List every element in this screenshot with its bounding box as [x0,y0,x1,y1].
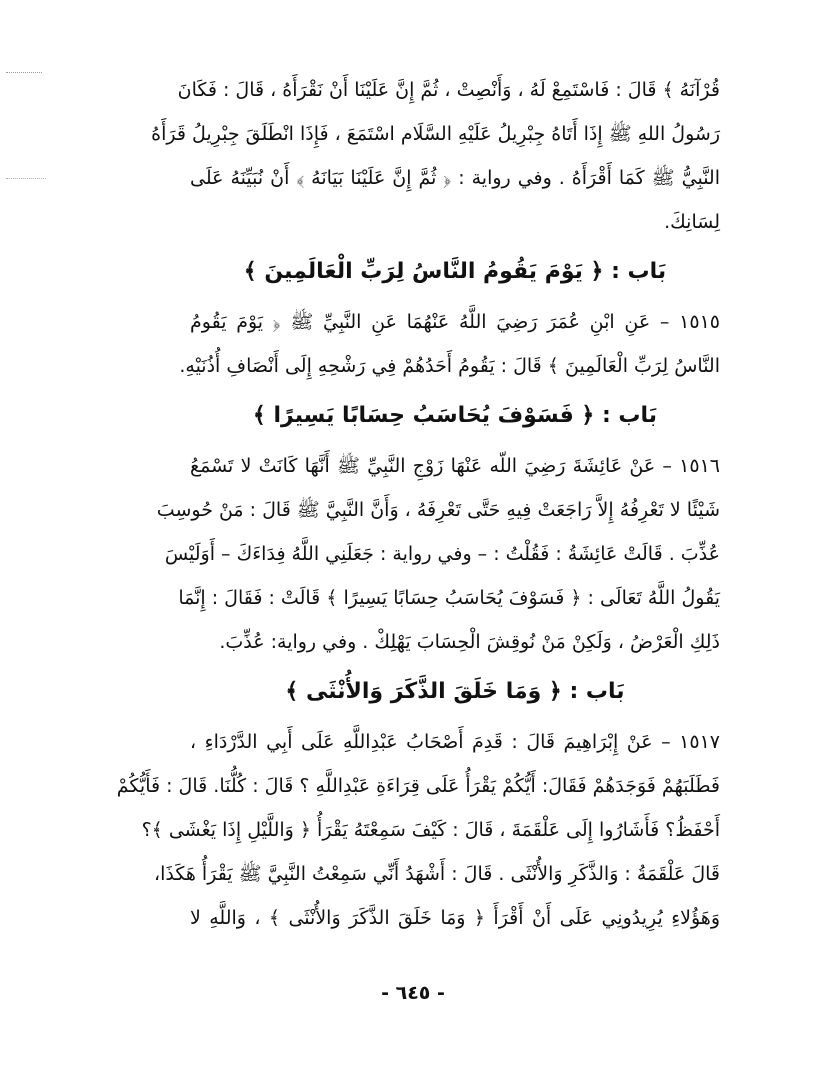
text-line: يَقُولُ اللَّهُ تَعَالَى : ﴿ فَسَوْفَ يُحَاسَبُ حِسَابًا يَسِيرًا ﴾ قَالَتْ : فَقَالَ : إِنَّمَا [178,587,720,609]
text-line: ١٥١٦ – عَنْ عَائِشَةَ رَضِيَ اللّه عَنْهَا زَوْجِ النَّبِيِّ ﷺ أَنَّهَا كَانَتْ لا تَسْمَعُ [190,455,720,477]
text-line: ذَلِكِ الْعَرْضُ ، وَلَكِنْ مَنْ نُوقِشَ الْحِسَابَ يَهْلِكْ . وفي رواية: عُذِّبَ. [219,631,720,653]
text-line: النَّبِيُّ ﷺ كَمَا أَقْرَأَهُ . وفي رواية : ﴿ ثُمَّ إِنَّ عَلَيْنَا بَيَانَهُ ﴾ أَنْ نُبَيِّنَهُ عَلَى [190,167,720,189]
text-line: النَّاسُ لِرَبِّ الْعَالَمِينَ ﴾ قَالَ : يَقُومُ أَحَدُهُمْ فِي رَشْحِهِ إِلَى أَنْصَافِ أُذُنَيْهِ. [179,355,720,377]
text-line: وَهَؤُلاءِ يُرِيدُونِي عَلَى أَنْ أَقْرَأَ ﴿ وَمَا خَلَقَ الذَّكَرَ وَالأُنْثَى ﴾ ، وَاللَّهِ لا [190,907,720,929]
text-line: رَسُولُ اللهِ ﷺ إِذَا أَتَاهُ جِبْرِيلُ عَلَيْهِ السَّلَام اسْتَمَعَ ، فَإِذَا انْطَلَقَ جِبْرِيلُ قَرَأَهُ [151,123,720,145]
hadith-1517 [116,720,720,940]
continuation-paragraph [151,68,720,244]
text-line: قُرْآنَهُ ﴾ قَالَ : فَاسْتَمِعْ لَهُ ، وَأَنْصِتْ ، ثُمَّ إِنَّ عَلَيْنَا أَنْ نَقْرَأَهُ ، قَالَ : فَكَانَ [177,79,720,101]
text-line: ١٥١٧ – عَنْ إِبْرَاهِيمَ قَالَ : قَدِمَ أَصْحَابُ عَبْدِاللَّهِ عَلَى أَبِي الدَّرْدَاءِ ، [190,731,720,753]
text-line: شَيْئًا لا تَعْرِفُهُ إِلاَّ رَاجَعَتْ فِيهِ حَتَّى تَعْرِفَهُ ، وَأَنَّ النَّبِيَّ ﷺ قَالَ : مَنْ حُوسِبَ [156,499,720,521]
page-number: - ٦٤٥ - [381,982,445,1004]
left-margin-scan-mark [6,72,42,76]
text-line: عُذِّبَ . قَالَتْ عَائِشَةُ : فَقُلْتُ : – وفي رواية : جَعَلَنِي اللَّهُ فِدَاءَكَ – أَوَلَيْسَ [164,543,720,565]
hadith-1515 [179,300,720,388]
chapter-heading: بَاب : ﴿ فَسَوْفَ يُحَاسَبُ حِسَابًا يَسِيرًا ﴾ [252,403,658,428]
text-line: لِسَانِكَ. [664,211,720,233]
chapter-heading: بَاب : ﴿ وَمَا خَلَقَ الذَّكَرَ وَالأُنْثَى ﴾ [285,679,625,704]
page-body [116,68,720,940]
left-margin-scan-mark [6,178,46,182]
text-line: قَالَ عَلْقَمَةُ : وَالذَّكَرِ وَالأُنْثَى . قَالَ : أَشْهَدُ أَنِّي سَمِعْتُ النَّبِيَّ ﷺ يَقْرَأُ هَكَذَا، [154,863,720,885]
text-line: أَحْفَظُ؟ فَأَشَارُوا إِلَى عَلْقَمَةَ ، قَالَ : كَيْفَ سَمِعْتَهُ يَقْرَأُ ﴿ وَاللَّيْلِ إِذَا يَغْشَى ﴾؟ [141,819,720,841]
text-line: فَطَلَبَهُمْ فَوَجَدَهُمْ فَقَالَ: أَيُّكُمْ يَقْرَأُ عَلَى قِرَاءَةِ عَبْدِاللَّهِ ؟ قَالَ : كُلُّنَا. قَالَ : فَأَيُّكُمْ [116,775,720,797]
chapter-heading: بَاب : ﴿ يَوْمَ يَقُومُ النَّاسُ لِرَبِّ الْعَالَمِينَ ﴾ [243,259,667,284]
hadith-1516 [156,444,720,664]
text-line: ١٥١٥ – عَنِ ابْنِ عُمَرَ رَضِيَ اللَّهُ عَنْهُمَا عَنِ النَّبِيِّ ﷺ ﴿ يَوْمَ يَقُومُ [190,311,720,333]
